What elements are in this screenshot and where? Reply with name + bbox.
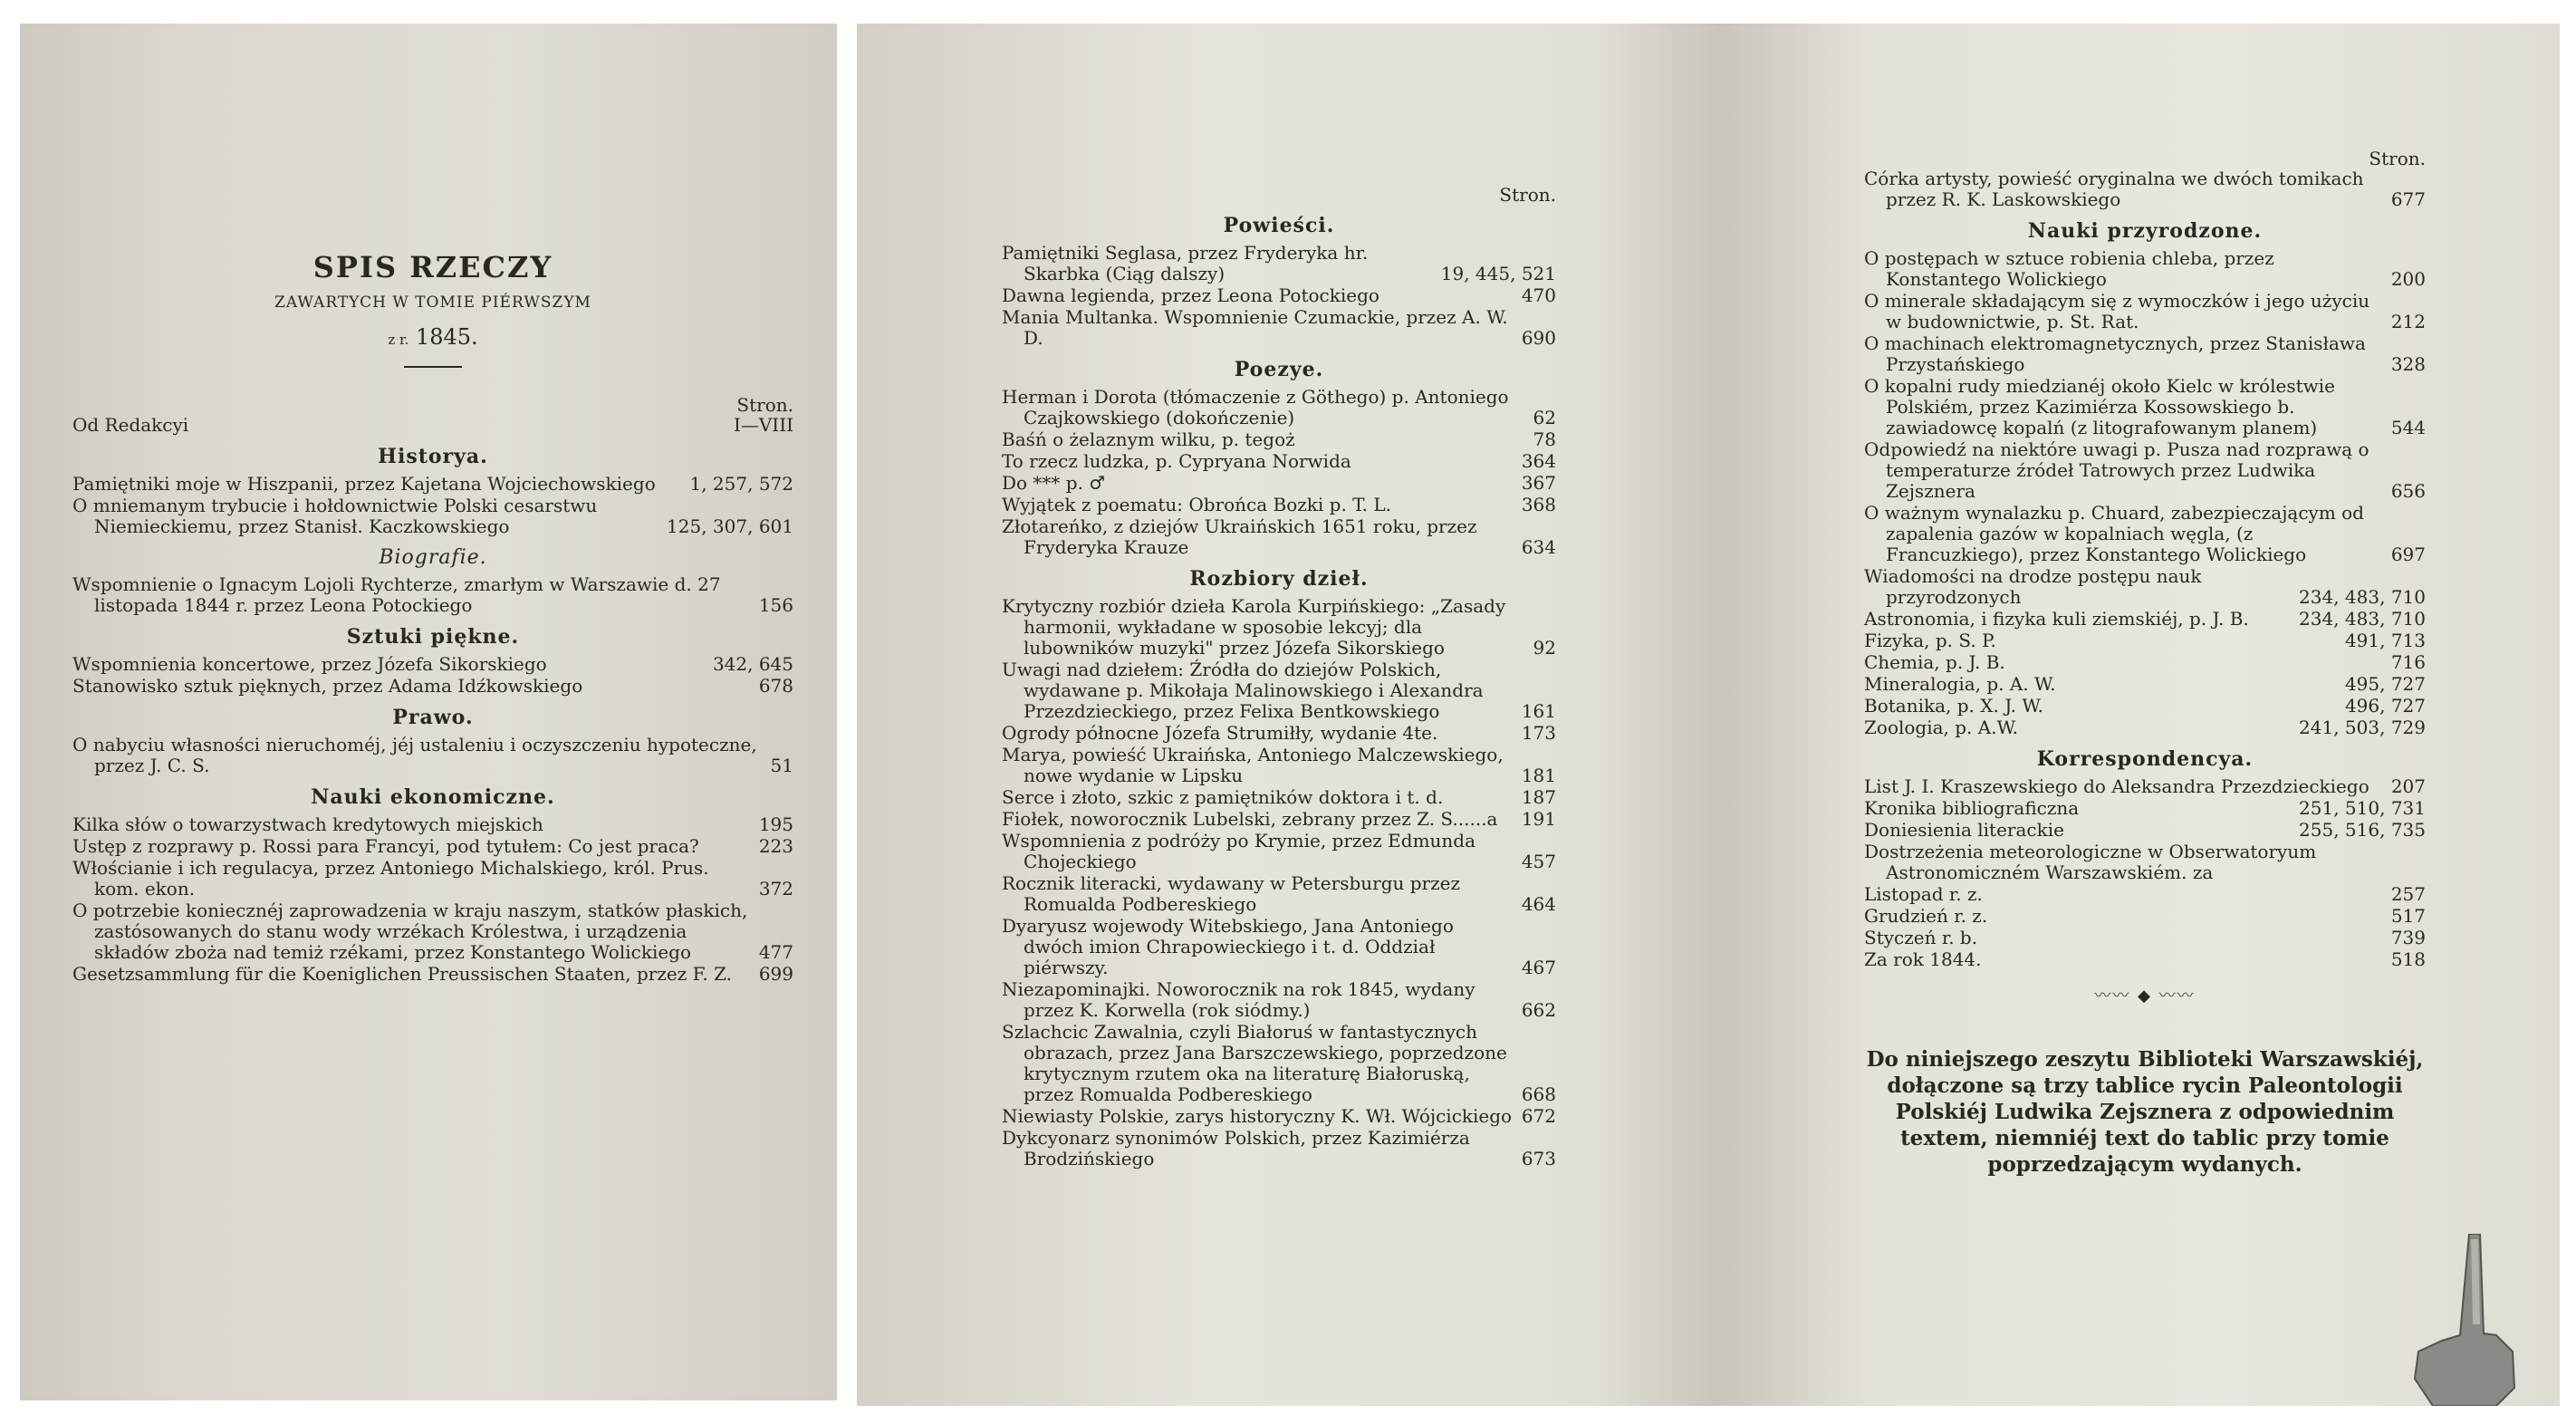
toc-entry-title: Grudzień r. z. bbox=[1864, 905, 1988, 927]
toc-entry-title: Marya, powieść Ukraińska, Antoniego Malczewskiego, nowe wydanie w Lipsku bbox=[1002, 744, 1504, 786]
toc-entry-pages: 716 bbox=[2390, 651, 2426, 673]
toc-entry bbox=[1002, 659, 1556, 722]
toc-entry-title: Mania Multanka. Wspomnienie Czumackie, przez A. W. D. bbox=[1002, 306, 1508, 349]
toc-entry bbox=[1864, 906, 2426, 927]
toc-entry-pages: 668 bbox=[1521, 1083, 1556, 1105]
toc-entry-title: O potrzebie koniecznéj zaprowadzenia w kraju naszym, statków płaskich, zastósowanych do stanu wody wrzékach Królestwa, i urządzenia składów zboża nad temiż rzékami, przez Konstantego Wolickiego bbox=[72, 900, 748, 963]
toc-entry-title: O ważnym wynalazku p. Chuard, zabezpieczającym od zapalenia gazów w kopalniach węgla, (z Francuzkiego), przez Konstantego Wolickiego bbox=[1864, 502, 2364, 565]
toc-entry bbox=[1864, 439, 2426, 502]
section-heading: Nauki przyrodzone. bbox=[2027, 219, 2263, 243]
toc-entry-pages: 690 bbox=[1521, 327, 1556, 349]
toc-entry-title: Zoologia, p. A.W. bbox=[1864, 717, 2018, 738]
toc-entry-title: O minerale składającym się z wymoczków i jego użyciu w budownictwie, p. St. Rat. bbox=[1864, 290, 2370, 332]
toc-entry bbox=[1002, 596, 1556, 659]
toc-entry-title: Włościanie i ich regulacya, przez Antoniego Michalskiego, król. Prus. kom. ekon. bbox=[72, 857, 709, 900]
toc-entry bbox=[1864, 503, 2426, 565]
ornament-divider: 〰〰 ◆ 〰〰 bbox=[2094, 986, 2196, 1005]
toc-entry bbox=[1864, 928, 2426, 948]
toc-entry bbox=[1002, 243, 1556, 284]
toc-entry bbox=[1002, 495, 1556, 515]
toc-entry-title: Uwagi nad dziełem: Źródła do dziejów Polskich, wydawane p. Mikołaja Malinowskiego i Alexandra Przezdzieckiego, przez Felixa Bentkowskiego bbox=[1002, 659, 1484, 722]
toc-entry-title: Wspomnienie o Ignacym Lojoli Rychterze, zmarłym w Warszawie d. 27 listopada 1844 r. przez Leona Potockiego bbox=[72, 573, 721, 616]
toc-entry-title: O mniemanym trybucie i hołdownictwie Polski cesarstwu Niemieckiemu, przez Stanisł. Kaczkowskiego bbox=[72, 495, 598, 537]
toc-entry bbox=[1864, 168, 2426, 210]
toc-entry-pages: 195 bbox=[758, 813, 793, 835]
supplement-note: Do niniejszego zeszytu Biblioteki Warszawskiéj, dołączone są trzy tablice rycin Paleontologii Polskiéj Ludwika Zejsznera z odpowiednim textem, niemniéj text do tablic przy tomie poprzedzającym wydanych. bbox=[1866, 1047, 2424, 1177]
toc-entry-title: Listopad r. z. bbox=[1864, 883, 1983, 905]
title-divider bbox=[404, 366, 462, 368]
title-block bbox=[72, 250, 793, 368]
toc-entry-pages: 51 bbox=[770, 755, 793, 776]
toc-entry-pages: 1, 257, 572 bbox=[689, 473, 793, 495]
toc-entry bbox=[72, 654, 793, 675]
year-line bbox=[72, 324, 793, 350]
toc-entry-pages: I—VIII bbox=[733, 414, 793, 436]
toc-entry-title: Fizyka, p. S. P. bbox=[1864, 630, 1996, 651]
toc-entry-title: Stanowisko sztuk pięknych, przez Adama Idźkowskiego bbox=[72, 675, 583, 697]
toc-entry-title: Ogrody północne Józefa Strumiłły, wydanie 4te. bbox=[1002, 722, 1438, 744]
toc-entry bbox=[72, 474, 793, 495]
toc-entry bbox=[72, 496, 793, 537]
toc-entry-pages: 223 bbox=[758, 835, 793, 857]
toc-entry-pages: 251, 510, 731 bbox=[2299, 797, 2426, 819]
toc-entry-pages: 495, 727 bbox=[2344, 673, 2426, 695]
toc-entry bbox=[1864, 248, 2426, 290]
toc-entry-title: Mineralogia, p. A. W. bbox=[1864, 673, 2056, 695]
toc-entry-pages: 367 bbox=[1521, 472, 1556, 494]
toc-entry-title: Do *** p. ♂ bbox=[1002, 472, 1106, 494]
toc-entry-pages: 342, 645 bbox=[712, 653, 793, 675]
toc-entry-pages: 464 bbox=[1521, 893, 1556, 915]
toc-entry-title: Za rok 1844. bbox=[1864, 948, 1982, 970]
toc-entry-pages: 92 bbox=[1533, 637, 1556, 659]
toc-entry-title: Styczeń r. b. bbox=[1864, 927, 1978, 948]
toc-entry bbox=[72, 574, 793, 616]
toc-entry bbox=[1864, 776, 2426, 797]
toc-entry-pages: 677 bbox=[2390, 188, 2426, 210]
toc-entry bbox=[1002, 809, 1556, 830]
toc-entry bbox=[1864, 949, 2426, 970]
toc-entry bbox=[1002, 429, 1556, 450]
toc-entry bbox=[1864, 820, 2426, 841]
toc-entry-title: Dyaryusz wojewody Witebskiego, Jana Antoniego dwóch imion Chrapowieckiego i t. d. Oddział piérwszy. bbox=[1002, 915, 1454, 978]
toc-entry-pages: 673 bbox=[1521, 1148, 1556, 1169]
toc-entry-title: Dawna legienda, przez Leona Potockiego bbox=[1002, 284, 1379, 306]
toc-entry-pages: 187 bbox=[1521, 786, 1556, 808]
toc-entry-title: Gesetzsammlung für die Koeniglichen Preussischen Staaten, przez F. Z. bbox=[72, 963, 732, 985]
toc-entry-pages: 477 bbox=[758, 941, 793, 963]
toc-entry-pages: 257 bbox=[2390, 883, 2426, 905]
toc-entry-title: To rzecz ludzka, p. Cypryana Norwida bbox=[1002, 450, 1351, 472]
toc-entry-pages: 364 bbox=[1521, 450, 1556, 472]
toc-entry-title: Krytyczny rozbiór dzieła Karola Kurpińskiego: „Zasady harmonii, wykładane w sposobie lekcyj; dla lubowników muzyki" przez Józefa Sikorskiego bbox=[1002, 595, 1506, 659]
toc-entry-pages: 372 bbox=[758, 878, 793, 900]
toc-entry-title: Kilka słów o towarzystwach kredytowych miejskich bbox=[72, 813, 543, 835]
toc-entry-pages: 368 bbox=[1521, 494, 1556, 515]
toc-entry-pages: 470 bbox=[1521, 284, 1556, 306]
toc-entry-pages: 672 bbox=[1521, 1105, 1556, 1127]
toc-entry-pages: 125, 307, 601 bbox=[667, 515, 793, 537]
toc-entry bbox=[1864, 717, 2426, 738]
page-title: SPIS RZECZY bbox=[312, 250, 553, 284]
toc-entry bbox=[1864, 566, 2426, 608]
toc-entry bbox=[1002, 873, 1556, 915]
toc-entry-pages: 234, 483, 710 bbox=[2299, 608, 2426, 630]
toc-entry-pages: 156 bbox=[758, 594, 793, 616]
toc-entry bbox=[1864, 291, 2426, 332]
section-heading: Nauki ekonomiczne. bbox=[311, 785, 555, 809]
toc-entry-title: Pamiętniki Seglasa, przez Fryderyka hr. Skarbka (Ciąg dalszy) bbox=[1002, 242, 1369, 284]
toc-entry bbox=[1002, 723, 1556, 744]
toc-entry-title: Serce i złoto, szkic z pamiętników doktora i t. d. bbox=[1002, 786, 1444, 808]
toc-entry bbox=[72, 964, 793, 985]
toc-entry-title: Odpowiedź na niektóre uwagi p. Pusza nad rozprawą o temperaturze źródeł Tatrowych przez Ludwika Zejsznera bbox=[1864, 438, 2369, 502]
toc-entry-title: Wspomnienia koncertowe, przez Józefa Sikorskiego bbox=[72, 653, 547, 675]
toc-entry-title: Doniesienia literackie bbox=[1864, 819, 2064, 841]
toc-entry bbox=[1002, 387, 1556, 428]
section-heading: Sztuki piękne. bbox=[346, 625, 520, 649]
toc-entry-pages: 491, 713 bbox=[2344, 630, 2426, 651]
toc-entry-title: O postępach w sztuce robienia chleba, przez Konstantego Wolickiego bbox=[1864, 247, 2274, 290]
toc-entry bbox=[1864, 652, 2426, 673]
toc-entry bbox=[1002, 787, 1556, 808]
toc-entry-pages: 678 bbox=[758, 675, 793, 697]
toc-entry bbox=[1864, 798, 2426, 819]
left-page bbox=[20, 24, 837, 1400]
toc-entry bbox=[72, 735, 793, 776]
toc-entry-pages: 62 bbox=[1533, 407, 1556, 428]
toc-entry bbox=[72, 676, 793, 697]
toc-entry-title: Szlachcic Zawalnia, czyli Białoruś w fantastycznych obrazach, przez Jana Barszczewskiego, poprzedzone krytycznym rzutem oka na literaturę Białoruską, przez Romualda Podbereskiego bbox=[1002, 1021, 1507, 1105]
toc-entry-title: Astronomia, i fizyka kuli ziemskiéj, p. J. B. bbox=[1864, 608, 2249, 630]
toc-entry bbox=[1002, 451, 1556, 472]
toc-entry-title: Herman i Dorota (tłómaczenie z Göthego) p. Antoniego Czajkowskiego (dokończenie) bbox=[1002, 386, 1509, 428]
toc-entry-title: Ustęp z rozprawy p. Rossi para Francyi, pod tytułem: Co jest praca? bbox=[72, 835, 699, 857]
toc-entry-title: Córka artysty, powieść oryginalna we dwóch tomikach przez R. K. Laskowskiego bbox=[1864, 168, 2364, 210]
toc-entry-pages: 234, 483, 710 bbox=[2299, 586, 2426, 608]
toc-entry-pages: 191 bbox=[1521, 808, 1556, 830]
toc-entry-pages: 161 bbox=[1521, 700, 1556, 722]
toc-entry bbox=[1002, 516, 1556, 558]
toc-entry bbox=[72, 415, 793, 436]
toc-entry bbox=[1002, 473, 1556, 494]
toc-entry-title: Niewiasty Polskie, zarys historyczny K. Wł. Wójcickiego bbox=[1002, 1105, 1513, 1127]
toc-middle bbox=[1002, 214, 1556, 1169]
toc-entry bbox=[1002, 1106, 1556, 1127]
stron-label: Stron. bbox=[1499, 184, 1556, 206]
toc-entry bbox=[1002, 1022, 1556, 1105]
toc-entry-pages: 739 bbox=[2390, 927, 2426, 948]
toc-entry-pages: 518 bbox=[2390, 948, 2426, 970]
toc-entry-title: List J. I. Kraszewskiego do Aleksandra Przezdzieckiego bbox=[1864, 775, 2369, 797]
toc-entry bbox=[72, 814, 793, 835]
toc-entry bbox=[1864, 842, 2426, 883]
toc-entry bbox=[1864, 884, 2426, 905]
toc-entry-title: Chemia, p. J. B. bbox=[1864, 651, 2005, 673]
toc-entry-pages: 241, 503, 729 bbox=[2299, 717, 2426, 738]
toc-entry-pages: 496, 727 bbox=[2344, 695, 2426, 717]
toc-entry-pages: 255, 516, 735 bbox=[2299, 819, 2426, 841]
toc-entry-pages: 467 bbox=[1521, 957, 1556, 978]
toc-entry-pages: 634 bbox=[1521, 536, 1556, 558]
toc-entry-pages: 656 bbox=[2390, 480, 2426, 502]
toc-entry-title: Botanika, p. X. J. W. bbox=[1864, 695, 2043, 717]
section-heading: Powieści. bbox=[1223, 214, 1335, 237]
toc-entry-pages: 181 bbox=[1521, 765, 1556, 786]
toc-entry-title: Niezapominajki. Noworocznik na rok 1845, wydany przez K. Korwella (rok siódmy.) bbox=[1002, 978, 1475, 1021]
pointing-hand-icon bbox=[2406, 1234, 2523, 1406]
toc-entry bbox=[1864, 696, 2426, 717]
toc-entry-title: O machinach elektromagnetycznych, przez Stanisława Przystańskiego bbox=[1864, 332, 2366, 375]
section-heading: Prawo. bbox=[392, 706, 474, 729]
toc-entry bbox=[1864, 630, 2426, 651]
toc-entry-title: Złotareńko, z dziejów Ukraińskich 1651 roku, przez Fryderyka Krauze bbox=[1002, 515, 1477, 558]
toc-entry-pages: 697 bbox=[2390, 544, 2426, 565]
toc-entry-title: Wiadomości na drodze postępu nauk przyrodzonych bbox=[1864, 565, 2202, 608]
year-value: 1845. bbox=[415, 324, 478, 350]
toc-entry-title: Kronika bibliograficzna bbox=[1864, 797, 2080, 819]
toc-entry bbox=[1002, 307, 1556, 349]
toc-entry-pages: 544 bbox=[2390, 417, 2426, 438]
toc-entry bbox=[72, 836, 793, 857]
toc-entry-title: O nabyciu własności nieruchoméj, jéj ustaleniu i oczyszczeniu hypoteczne, przez J. C. S. bbox=[72, 734, 757, 776]
stron-label: Stron. bbox=[736, 394, 793, 416]
toc-entry bbox=[1002, 285, 1556, 306]
toc-entry-pages: 212 bbox=[2390, 311, 2426, 332]
toc-entry-pages: 328 bbox=[2390, 353, 2426, 375]
toc-entry-pages: 457 bbox=[1521, 851, 1556, 872]
toc-entry bbox=[1002, 831, 1556, 872]
toc-entry-pages: 200 bbox=[2390, 268, 2426, 290]
toc-entry-pages: 173 bbox=[1521, 722, 1556, 744]
toc-entry-title: Dykcyonarz synonimów Polskich, przez Kazimiérza Brodzińskiego bbox=[1002, 1127, 1470, 1169]
section-heading: Rozbiory dzieł. bbox=[1189, 567, 1369, 591]
toc-entry-pages: 662 bbox=[1521, 999, 1556, 1021]
year-prefix: z r. bbox=[388, 332, 409, 348]
toc-entry bbox=[1002, 979, 1556, 1021]
section-heading: Biografie. bbox=[379, 546, 487, 569]
toc-entry-title: Baśń o żelaznym wilku, p. tegoż bbox=[1002, 428, 1295, 450]
toc-right bbox=[1864, 168, 2426, 970]
section-heading: Korrespondencya. bbox=[2036, 747, 2254, 771]
toc-entry bbox=[1002, 916, 1556, 978]
toc-entry-title: Wspomnienia z podróży po Krymie, przez Edmunda Chojeckiego bbox=[1002, 830, 1476, 872]
toc-left bbox=[72, 415, 793, 985]
toc-entry-title: Rocznik literacki, wydawany w Petersburgu przez Romualda Podbereskiego bbox=[1002, 872, 1461, 915]
middle-page bbox=[857, 24, 1719, 1406]
toc-entry bbox=[1864, 674, 2426, 695]
toc-entry-pages: 19, 445, 521 bbox=[1440, 263, 1556, 284]
toc-entry-pages: 78 bbox=[1533, 428, 1556, 450]
toc-entry bbox=[1002, 1128, 1556, 1169]
toc-entry bbox=[1864, 376, 2426, 438]
toc-entry-pages: 207 bbox=[2390, 775, 2426, 797]
toc-entry-title: Pamiętniki moje w Hiszpanii, przez Kajetana Wojciechowskiego bbox=[72, 473, 656, 495]
section-heading: Poezye. bbox=[1234, 358, 1324, 381]
toc-entry bbox=[1002, 745, 1556, 786]
toc-entry bbox=[1864, 609, 2426, 630]
section-heading: Historya. bbox=[378, 445, 488, 468]
toc-entry-pages: 699 bbox=[758, 963, 793, 985]
toc-entry-title: Wyjątek z poematu: Obrońca Bozki p. T. L. bbox=[1002, 494, 1391, 515]
stron-label: Stron. bbox=[2369, 148, 2426, 169]
toc-entry-pages: 517 bbox=[2390, 905, 2426, 927]
toc-entry-title: Dostrzeżenia meteorologiczne w Obserwatoryum Astronomiczném Warszawskiém. za bbox=[1864, 841, 2317, 883]
right-page bbox=[1719, 24, 2560, 1406]
toc-entry-title: O kopalni rudy miedzianéj około Kielc w królestwie Polskiém, przez Kazimiérza Kossowskiego b. zawiadowcę kopalń (z litografowanym planem) bbox=[1864, 375, 2335, 438]
page-subtitle: ZAWARTYCH W TOMIE PIÉRWSZYM bbox=[274, 293, 591, 312]
toc-entry-title: Fiołek, noworocznik Lubelski, zebrany przez Z. S......a bbox=[1002, 808, 1498, 830]
toc-entry bbox=[72, 900, 793, 963]
toc-entry bbox=[72, 858, 793, 900]
toc-entry bbox=[1864, 333, 2426, 375]
toc-entry-title: Od Redakcyi bbox=[72, 414, 189, 436]
